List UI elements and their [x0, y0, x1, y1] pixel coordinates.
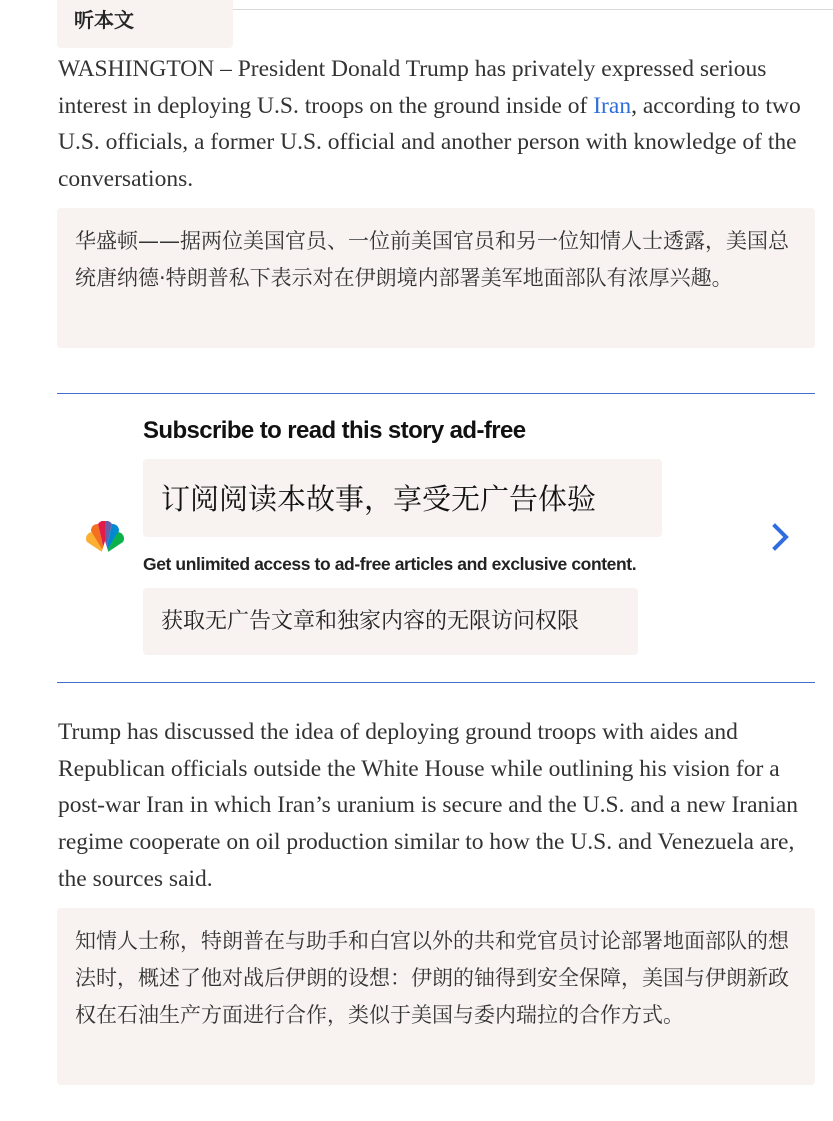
- promo-subheading: Get unlimited access to ad-free articles and exclusive content.: [143, 554, 637, 574]
- translation-block-2: [57, 908, 815, 1085]
- listen-label: 听本文: [74, 8, 134, 32]
- nbc-peacock-icon: [80, 521, 130, 555]
- article-paragraph-1: [58, 51, 823, 198]
- paragraph-1-text-start: WASHINGTON – President Donald Trump has privately expressed serious interest in deploying U.S. troops on the ground inside of: [58, 56, 767, 119]
- promo-heading: Subscribe to read this story ad-free: [143, 417, 526, 444]
- promo-heading-translation: 订阅阅读本故事，享受无广告体验: [161, 482, 597, 516]
- translation-text-2: 知情人士称，特朗普在与助手和白宫以外的共和党官员讨论部署地面部队的想法时，概述了他对战后伊朗的设想：伊朗的铀得到安全保障，美国与伊朗新政权在石油生产方面进行合作，类似于美国与委内瑞拉的合作方式。: [75, 929, 789, 1027]
- promo-bottom-divider: [57, 682, 815, 683]
- iran-link[interactable]: Iran: [593, 92, 632, 119]
- article-paragraph-2: Trump has discussed the idea of deploying ground troops with aides and Republican officials outside the White House while outlining his vision for a post-war Iran in which Iran’s uranium is secure and the U.S. and a new Iranian regime cooperate on oil production similar to how the U.S. and Venezuela are, the sources said.: [58, 719, 799, 892]
- paragraph-1-text-end: , according to two U.S. officials, a former U.S. official and another person with knowledge of the conversations.: [58, 92, 801, 193]
- translation-block-1: [57, 208, 815, 348]
- top-divider: [233, 9, 833, 10]
- chevron-right-icon[interactable]: [767, 522, 793, 552]
- translation-text-1: 华盛顿——据两位美国官员、一位前美国官员和另一位知情人士透露，美国总统唐纳德·特朗普私下表示对在伊朗境内部署美军地面部队有浓厚兴趣。: [75, 229, 789, 290]
- promo-subheading-translation: 获取无广告文章和独家内容的无限访问权限: [161, 609, 580, 634]
